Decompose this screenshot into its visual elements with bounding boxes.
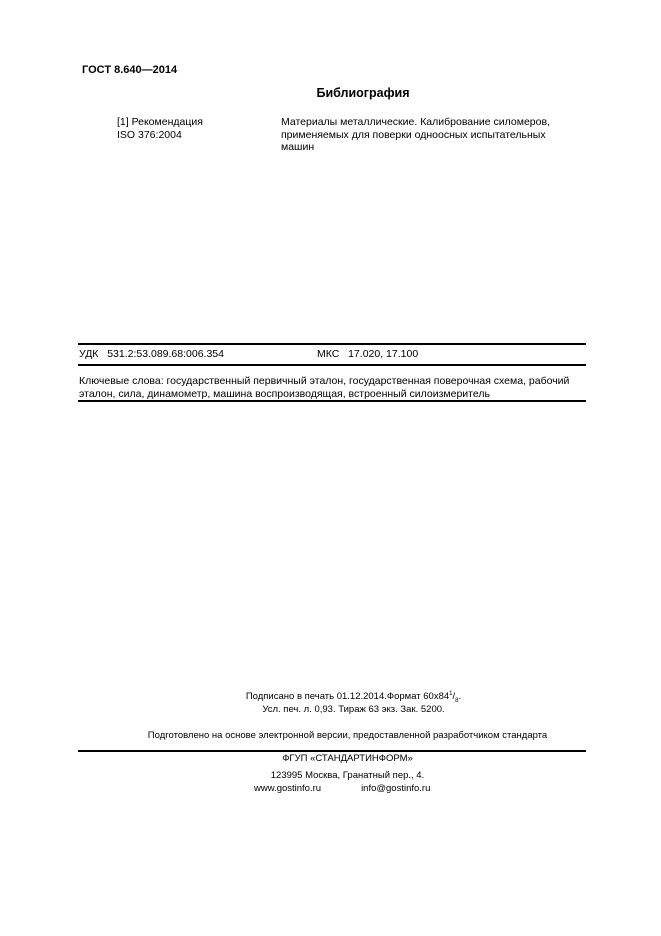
bibliography-entry-ref: [117, 116, 203, 141]
imprint-signed: Подписано в печать 01.12.2014.Формат $60x84^1/_8$.: [245, 691, 462, 705]
keywords-line: эталон, сила, динамометр, машина воспроизводящая, встроенный силоизмеритель: [79, 388, 490, 400]
publisher-name: ФГУП «СТАНДАРТИНФОРМ»: [282, 753, 413, 764]
keywords: [79, 375, 589, 401]
publisher-email: info@gostinfo.ru: [361, 783, 431, 794]
mks-value: 17.020, 17.100: [348, 348, 419, 360]
bibliography-title: Библиография: [316, 86, 410, 100]
publisher-website: www.gostinfo.ru: [254, 783, 322, 794]
desc-line: применяемых для поверки одноосных испытательных: [281, 128, 546, 141]
desc-line: Материалы металлические. Калибрование силомеров,: [281, 116, 550, 128]
format-denominator: 8: [455, 698, 459, 705]
document-code: ГОСТ 8.640—2014: [82, 64, 178, 76]
mks-label: МКС: [317, 348, 340, 360]
divider-bottom: [78, 400, 586, 402]
udk-value: 531.2:53.089.68:006.354: [107, 348, 224, 360]
divider-publisher: [78, 750, 586, 752]
publisher-address: 123995 Москва, Гранатный пер., 4.: [270, 770, 425, 781]
keywords-line: Ключевые слова: государственный первичный эталон, государственная поверочная схема, рабочий: [79, 375, 570, 387]
udk-code: [79, 348, 224, 360]
publisher-contacts: [254, 783, 430, 794]
udk-label: УДК: [79, 348, 99, 360]
mks-code: [317, 348, 418, 360]
imprint-print-info: Усл. печ. л. 0,93. Тираж 63 экз. Зак. 5200.: [262, 704, 445, 715]
imprint-prepared: Подготовлено на основе электронной версии, предоставленной разработчиком стандарта: [147, 730, 548, 741]
desc-line: машин: [281, 141, 315, 153]
divider-middle: [78, 364, 586, 366]
format-numerator: 1: [449, 691, 453, 697]
divider-top: [78, 343, 586, 345]
signed-text: Подписано в печать 01.12.2014.Формат 60x84: [245, 691, 450, 703]
ref-label: [1] Рекомендация: [117, 116, 203, 128]
ref-standard: ISO 376:2004: [117, 128, 182, 141]
bibliography-entry-description: [281, 116, 581, 154]
